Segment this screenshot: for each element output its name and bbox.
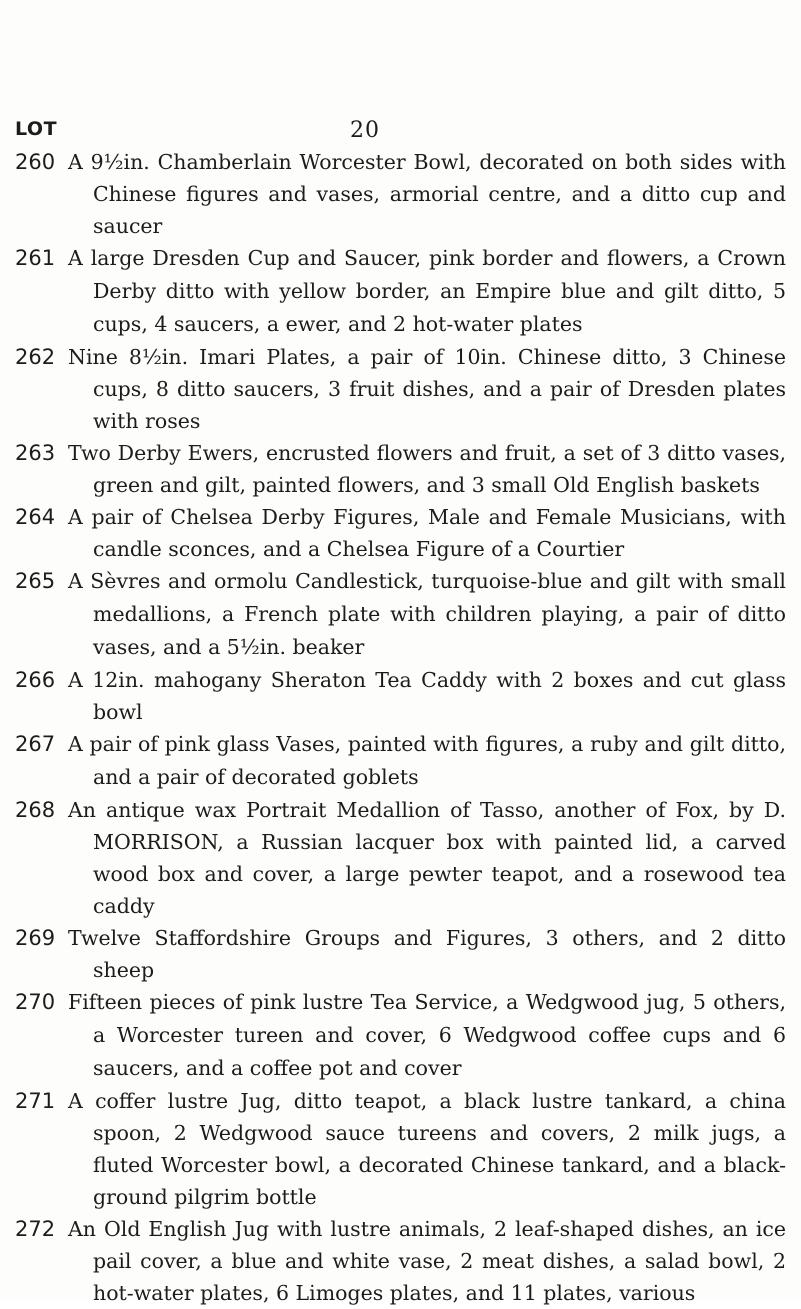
lot-description: Fifteen pieces of pink lustre Tea Service, a Wedgwood jug, 5 others, a Worcester tureen and cover, 6 Wedgwood coffee cups and 6 saucers, and a coffee pot and cover	[68, 990, 786, 1080]
lot-column-header: LOT	[15, 118, 58, 140]
lot-entry-271	[0, 1085, 801, 1213]
lot-number: 266	[15, 668, 56, 692]
lot-description: A pair of pink glass Vases, painted with figures, a ruby and gilt ditto, and a pair of decorated goblets	[68, 732, 786, 789]
lot-number: 263	[15, 441, 56, 465]
lot-entry-270	[0, 986, 801, 1085]
lot-description: A large Dresden Cup and Saucer, pink border and flowers, a Crown Derby ditto with yellow border, an Empire blue and gilt ditto, 5 cups, 4 saucers, a ewer, and 2 hot-water plates	[68, 246, 786, 336]
lot-number: 271	[15, 1089, 56, 1113]
lot-description: A coffer lustre Jug, ditto teapot, a black lustre tankard, a china spoon, 2 Wedgwood sauce tureens and covers, 2 milk jugs, a fluted Worcester bowl, a decorated Chinese tankard, and a black-ground pilgrim bottle	[68, 1089, 786, 1209]
lot-entry-272	[0, 1213, 801, 1309]
lot-description: Nine 8½in. Imari Plates, a pair of 10in. Chinese ditto, 3 Chinese cups, 8 ditto saucers, 3 fruit dishes, and a pair of Dresden plates with roses	[68, 345, 786, 433]
lot-entry-268	[0, 794, 801, 922]
lot-number: 270	[15, 990, 56, 1014]
lot-entry-269	[0, 922, 801, 986]
lot-number: 260	[15, 150, 56, 174]
lot-entry-260	[0, 146, 801, 242]
lot-entry-265	[0, 565, 801, 664]
lot-entry-266	[0, 664, 801, 728]
lot-number: 261	[15, 246, 56, 270]
page-number: 20	[350, 118, 380, 143]
lot-description: An Old English Jug with lustre animals, 2 leaf-shaped dishes, an ice pail cover, a blue and white vase, 2 meat dishes, a salad bowl, 2 hot-water plates, 6 Limoges plates, and 11 plates, various	[68, 1217, 786, 1305]
lot-entry-261	[0, 242, 801, 341]
lot-list	[0, 146, 801, 1309]
lot-description: A 9½in. Chamberlain Worcester Bowl, decorated on both sides with Chinese figures and vases, armorial centre, and a ditto cup and saucer	[68, 150, 786, 238]
lot-number: 264	[15, 505, 56, 529]
lot-number: 272	[15, 1217, 56, 1241]
lot-number: 268	[15, 798, 56, 822]
lot-entry-263	[0, 437, 801, 501]
lot-number: 267	[15, 732, 56, 756]
lot-description: A 12in. mahogany Sheraton Tea Caddy with 2 boxes and cut glass bowl	[68, 668, 786, 724]
lot-description: An antique wax Portrait Medallion of Tasso, another of Fox, by D. MORRISON, a Russian lacquer box with painted lid, a carved wood box and cover, a large pewter teapot, and a rosewood tea caddy	[68, 798, 786, 918]
lot-number: 269	[15, 926, 56, 950]
lot-description: A Sèvres and ormolu Candlestick, turquoise-blue and gilt with small medallions, a French plate with children playing, a pair of ditto vases, and a 5½in. beaker	[68, 569, 786, 659]
lot-description: Twelve Staffordshire Groups and Figures, 3 others, and 2 ditto sheep	[68, 926, 786, 982]
lot-number: 265	[15, 569, 56, 593]
lot-description: A pair of Chelsea Derby Figures, Male and Female Musicians, with candle sconces, and a Chelsea Figure of a Courtier	[68, 505, 786, 561]
lot-number: 262	[15, 345, 56, 369]
lot-entry-262	[0, 341, 801, 437]
lot-entry-267	[0, 728, 801, 794]
lot-description: Two Derby Ewers, encrusted flowers and fruit, a set of 3 ditto vases, green and gilt, painted flowers, and 3 small Old English baskets	[68, 441, 786, 497]
lot-entry-264	[0, 501, 801, 565]
